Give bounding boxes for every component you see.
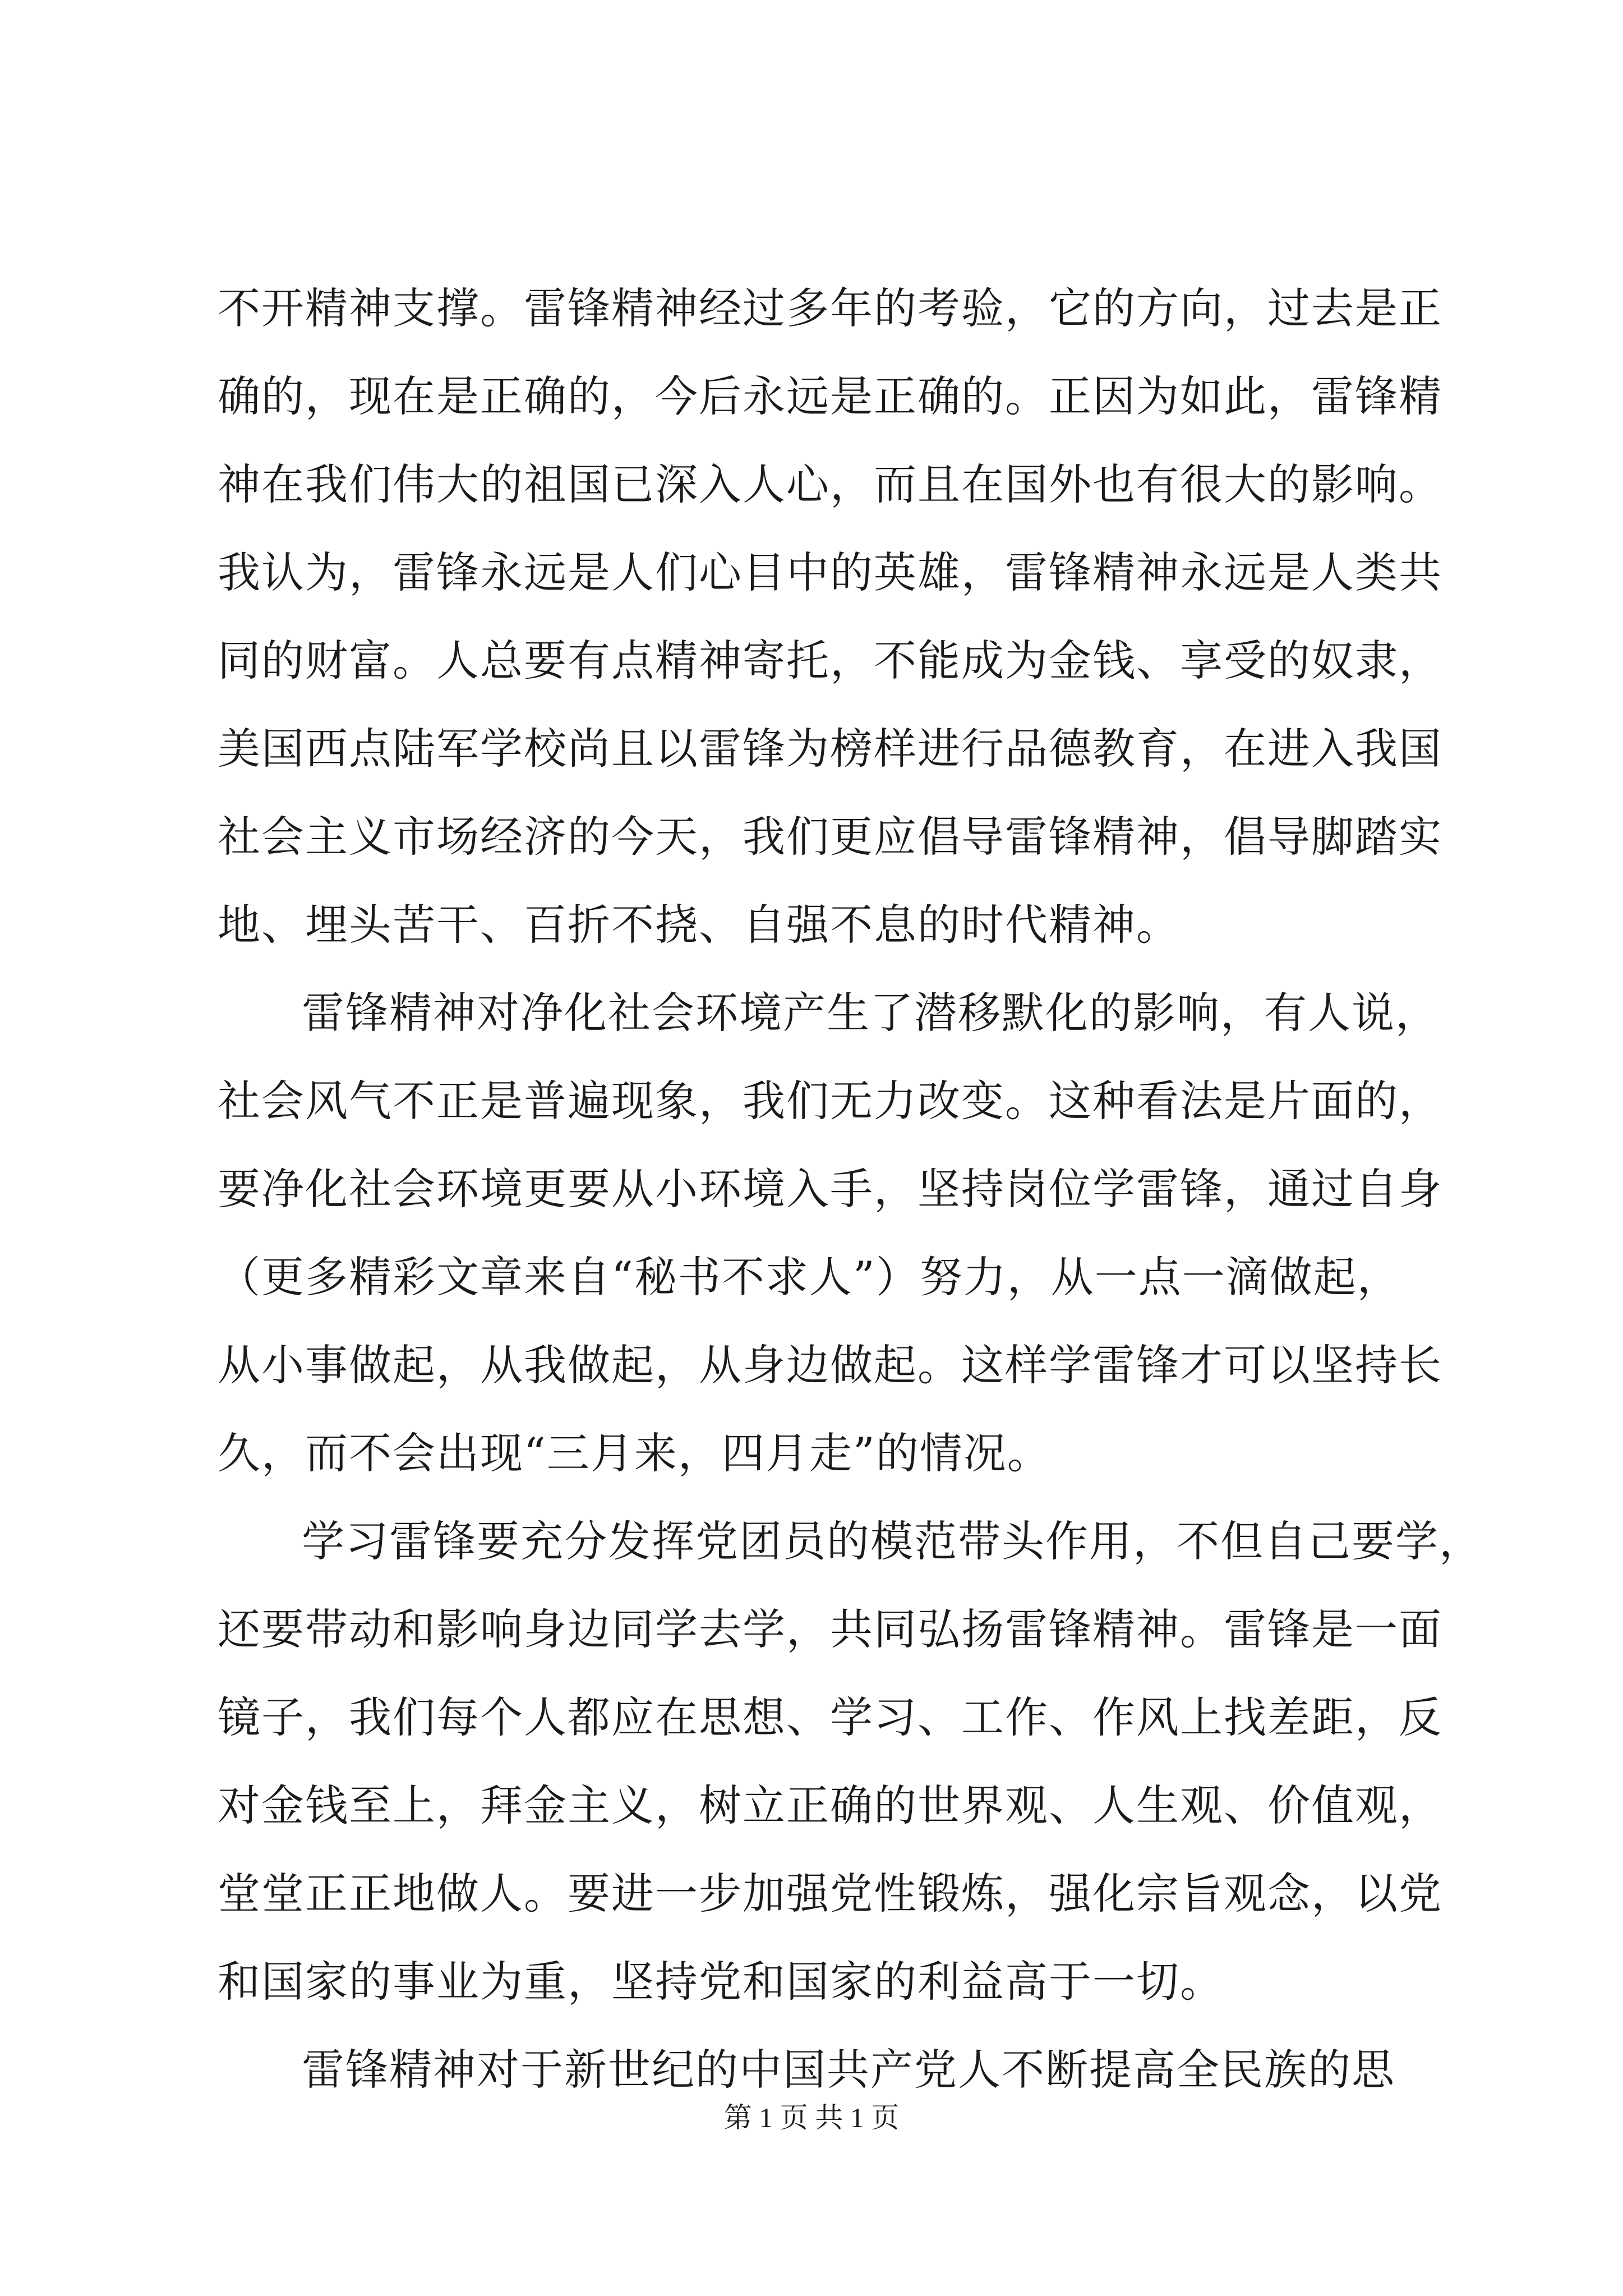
paragraph-start-line: 雷锋精神对净化社会环境产生了潜移默化的影响，有人说， [302, 988, 1439, 1038]
text-line: 久，而不会出现“三月来，四月走”的情况。 [218, 1428, 1051, 1478]
text-line: 神在我们伟大的祖国已深入人心，而且在国外也有很大的影响。 [218, 459, 1442, 509]
text-line: 从小事做起，从我做起，从身边做起。这样学雷锋才可以坚持长 [218, 1340, 1442, 1390]
text-line: 和国家的事业为重，坚持党和国家的利益高于一切。 [218, 1957, 1224, 2007]
text-line: 同的财富。人总要有点精神寄托，不能成为金钱、享受的奴隶， [218, 636, 1442, 685]
text-line: 要净化社会环境更要从小环境入手，坚持岗位学雷锋，通过自身 [218, 1164, 1442, 1214]
text-line: 我认为，雷锋永远是人们心目中的英雄，雷锋精神永远是人类共 [218, 547, 1442, 597]
text-line: 对金钱至上，拜金主义，树立正确的世界观、人生观、价值观， [218, 1780, 1442, 1830]
page-footer: 第 1 页 共 1 页 [723, 2102, 900, 2133]
text-line: 确的，现在是正确的，今后永远是正确的。正因为如此，雷锋精 [218, 371, 1442, 421]
paragraph-start-line: 雷锋精神对于新世纪的中国共产党人不断提高全民族的思 [302, 2045, 1395, 2095]
text-line: 地、埋头苦干、百折不挠、自强不息的时代精神。 [218, 900, 1180, 950]
text-line: 社会风气不正是普遍现象，我们无力改变。这种看法是片面的， [218, 1076, 1442, 1126]
text-line: 美国西点陆军学校尚且以雷锋为榜样进行品德教育，在进入我国 [218, 724, 1442, 774]
text-line: 还要带动和影响身边同学去学，共同弘扬雷锋精神。雷锋是一面 [218, 1604, 1442, 1654]
text-line: 不开精神支撑。雷锋精神经过多年的考验，它的方向，过去是正 [218, 283, 1442, 333]
text-line: 镜子，我们每个人都应在思想、学习、工作、作风上找差距，反 [218, 1692, 1442, 1742]
text-line: （更多精彩文章来自“秘书不求人”）努力，从一点一滴做起， [218, 1252, 1401, 1302]
text-line: 社会主义市场经济的今天，我们更应倡导雷锋精神，倡导脚踏实 [218, 812, 1442, 862]
paragraph-start-line: 学习雷锋要充分发挥党团员的模范带头作用，不但自己要学， [302, 1516, 1483, 1566]
text-line: 堂堂正正地做人。要进一步加强党性锻炼，强化宗旨观念，以党 [218, 1869, 1442, 1918]
